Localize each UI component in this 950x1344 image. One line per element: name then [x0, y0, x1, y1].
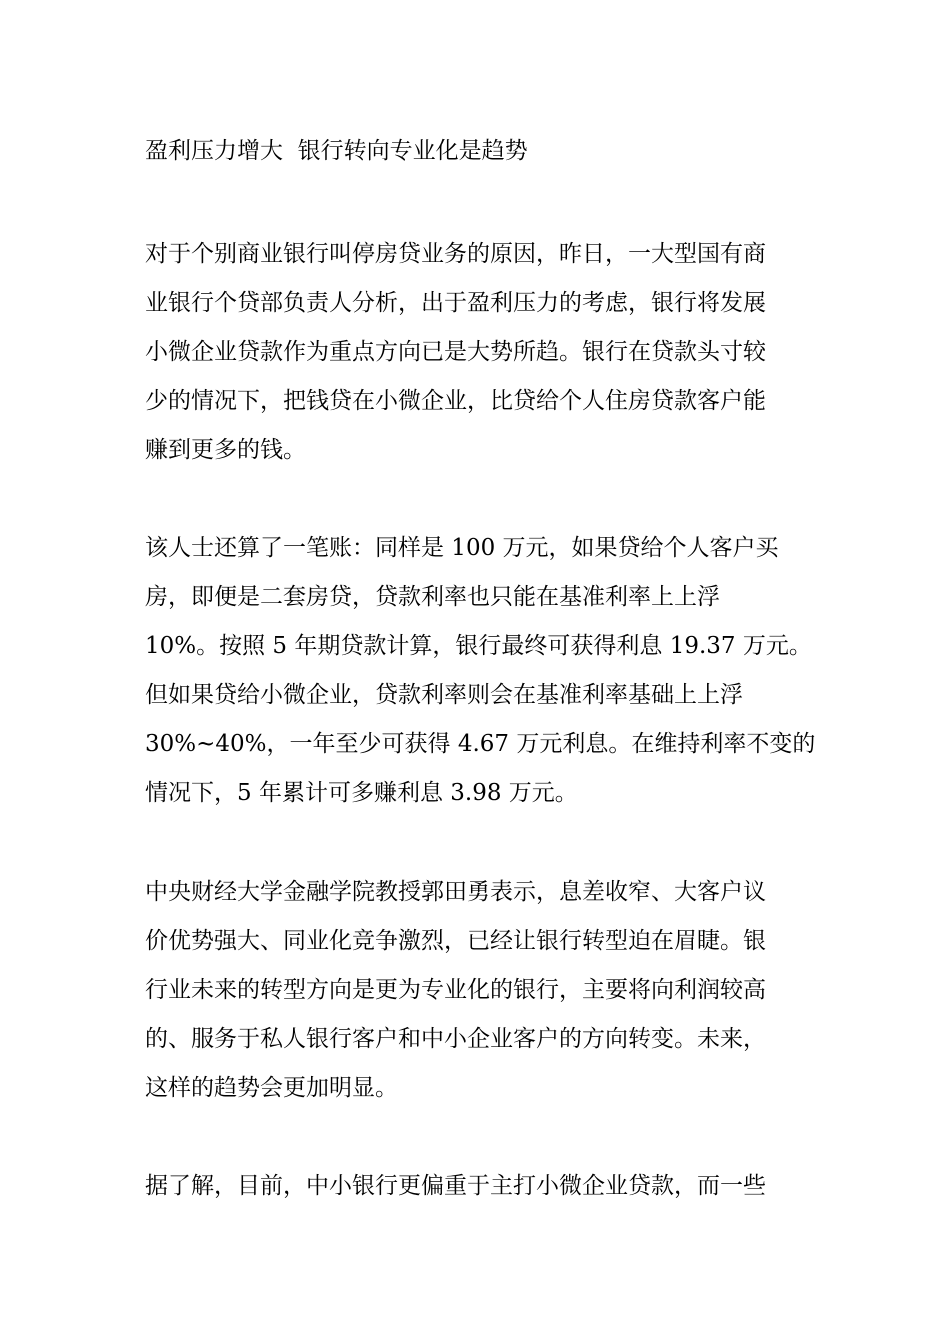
paragraph-line: 行业未来的转型方向是更为专业化的银行，主要将向利润较高: [145, 977, 766, 1003]
paragraph-line: 中央财经大学金融学院教授郭田勇表示，息差收窄、大客户议: [145, 879, 766, 905]
paragraph-line: 价优势强大、同业化竞争激烈，已经让银行转型迫在眉睫。银: [145, 928, 766, 954]
paragraph-line: 房，即便是二套房贷，贷款利率也只能在基准利率上上浮: [145, 584, 720, 610]
paragraph-line: 10%。按照 5 年期贷款计算，银行最终可获得利息 19.37 万元。: [145, 633, 812, 659]
paragraph-line: 小微企业贷款作为重点方向已是大势所趋。银行在贷款头寸较: [145, 339, 766, 365]
article-heading: 盈利压力增大 银行转向专业化是趋势: [145, 138, 528, 164]
paragraph-small-banks: [145, 1162, 766, 1211]
paragraph-reason: [145, 230, 766, 475]
paragraph-line: 少的情况下，把钱贷在小微企业，比贷给个人住房贷款客户能: [145, 388, 766, 414]
paragraph-line: 该人士还算了一笔账：同样是 100 万元，如果贷给个人客户买: [145, 535, 779, 561]
paragraph-line: 30%~40%，一年至少可获得 4.67 万元利息。在维持利率不变的: [145, 731, 816, 757]
paragraph-line: 赚到更多的钱。: [145, 437, 306, 463]
paragraph-line: 这样的趋势会更加明显。: [145, 1075, 398, 1101]
paragraph-line: 的、服务于私人银行客户和中小企业客户的方向转变。未来，: [145, 1026, 766, 1052]
paragraph-line: 据了解，目前，中小银行更偏重于主打小微企业贷款，而一些: [145, 1173, 766, 1199]
paragraph-calculation: [145, 524, 815, 818]
paragraph-line: 业银行个贷部负责人分析，出于盈利压力的考虑，银行将发展: [145, 290, 766, 316]
paragraph-line: 但如果贷给小微企业，贷款利率则会在基准利率基础上上浮: [145, 682, 743, 708]
paragraph-line: 情况下，5 年累计可多赚利息 3.98 万元。: [145, 780, 578, 806]
paragraph-line: 对于个别商业银行叫停房贷业务的原因，昨日，一大型国有商: [145, 241, 766, 267]
paragraph-expert-view: [145, 868, 766, 1113]
